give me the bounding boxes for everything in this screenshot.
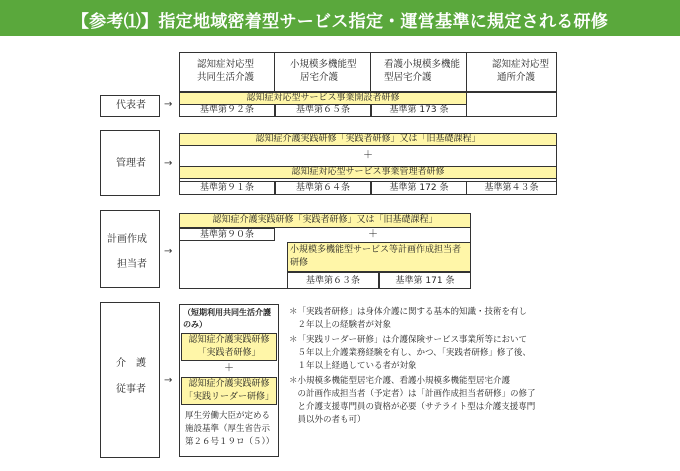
care-training-2-b: 「実践リーダー研修」 (183, 392, 274, 402)
col3-label: 看護小規模多機能 型居宅介護 (384, 59, 461, 83)
rep-training-text: 認知症対応型サービス事業開設者研修 (246, 93, 400, 103)
manager-label: 管理者 (116, 158, 146, 169)
note-line-8: と介護支援専門員の資格が必要（サテライト型は介護支援専門 (289, 402, 536, 412)
plus-sign: ＋ (368, 229, 378, 240)
mgr-training-1-text: 認知症介護実践研修「実践者研修」又は「旧基礎課程」 (255, 134, 481, 144)
note-line-1: ＊「実践者研修」は身体介護に関する基本的知識・技術を有し (289, 307, 528, 317)
col2-label: 小規模多機能型 居宅介護 (290, 59, 357, 83)
planner-label-1: 計画作成 (107, 234, 147, 245)
arrow-icon: → (164, 158, 173, 169)
plan-training-2-line2: 研修 (290, 258, 309, 268)
mgr-std-1: 基準第９１条 (199, 183, 254, 193)
arrow-icon: → (164, 246, 173, 257)
arrow-icon: → (164, 99, 173, 110)
mgr-std-3: 基準第 172 条 (389, 183, 449, 193)
plan-training-1-text: 認知症介護実践研修「実践者研修」又は「旧基礎課程」 (212, 215, 438, 225)
care-training-1-a: 認知症介護実践研修 (188, 335, 270, 345)
col4-label: 認知症対応型 通所介護 (492, 59, 550, 83)
note-line-6: ＊小規模多機能型居宅介護、看護小規模多機能型居宅介護 (289, 376, 511, 386)
col1-label: 認知症対応型 共同生活介護 (197, 59, 255, 83)
care-law-2: 施設基準（厚生省告示 (185, 424, 271, 434)
row-label-planner (100, 210, 160, 288)
plan-std-3: 基準第 171 条 (395, 276, 455, 286)
representative-label: 代表者 (116, 100, 146, 111)
note-line-5: １年以上経過している者が対象 (289, 361, 417, 371)
note-line-2: ２年以上の経験者が対象 (289, 320, 392, 330)
rep-std-3: 基準第 173 条 (389, 105, 449, 115)
care-training-2-a: 認知症介護実践研修 (188, 379, 270, 389)
planner-label-2: 担当者 (117, 259, 147, 270)
care-note-1: （短期利用共同生活介護 (183, 308, 271, 317)
care-law-3: 第２６号１９ロ（５）） (185, 437, 275, 447)
plus-sign: ＋ (363, 150, 373, 161)
care-label-1: 介 護 (116, 358, 146, 369)
note-line-3: ＊「実践リーダー研修」は介護保険サービス事業所等において (289, 335, 528, 345)
note-line-7: の計画作成担当者（予定者）は「計画作成担当者研修」の修了 (289, 389, 536, 399)
plan-std-1: 基準第９０条 (199, 230, 254, 240)
mgr-std-2: 基準第６４条 (295, 183, 350, 193)
care-training-1-b: 「実践者研修」 (197, 348, 261, 358)
plan-training-2-line1: 小規模多機能型サービス等計画作成担当者 (290, 245, 462, 255)
plus-sign: ＋ (224, 363, 234, 374)
care-note-2: のみ） (183, 320, 207, 329)
plan-std-2: 基準第６３条 (305, 276, 360, 286)
arrow-icon: → (164, 375, 173, 386)
rep-empty-cell (466, 92, 557, 117)
row-label-care-worker (100, 302, 160, 458)
rep-std-2: 基準第６５条 (295, 105, 350, 115)
title-banner (0, 0, 680, 36)
mgr-training-2-text: 認知症対応型サービス事業管理者研修 (291, 167, 445, 177)
care-label-2: 従事者 (116, 384, 146, 395)
mgr-std-4: 基準第４３条 (484, 183, 539, 193)
care-law-1: 厚生労働大臣が定める (185, 411, 271, 421)
note-line-9: 員以外の者も可） (289, 415, 366, 425)
page-title: 【参考⑴】指定地域密着型サービス指定・運営基準に規定される研修 (71, 12, 609, 32)
note-line-4: ５年以上介護業務経験を有し、かつ、「実践者研修」修了後、 (289, 348, 531, 358)
rep-std-1: 基準第９２条 (199, 105, 254, 115)
